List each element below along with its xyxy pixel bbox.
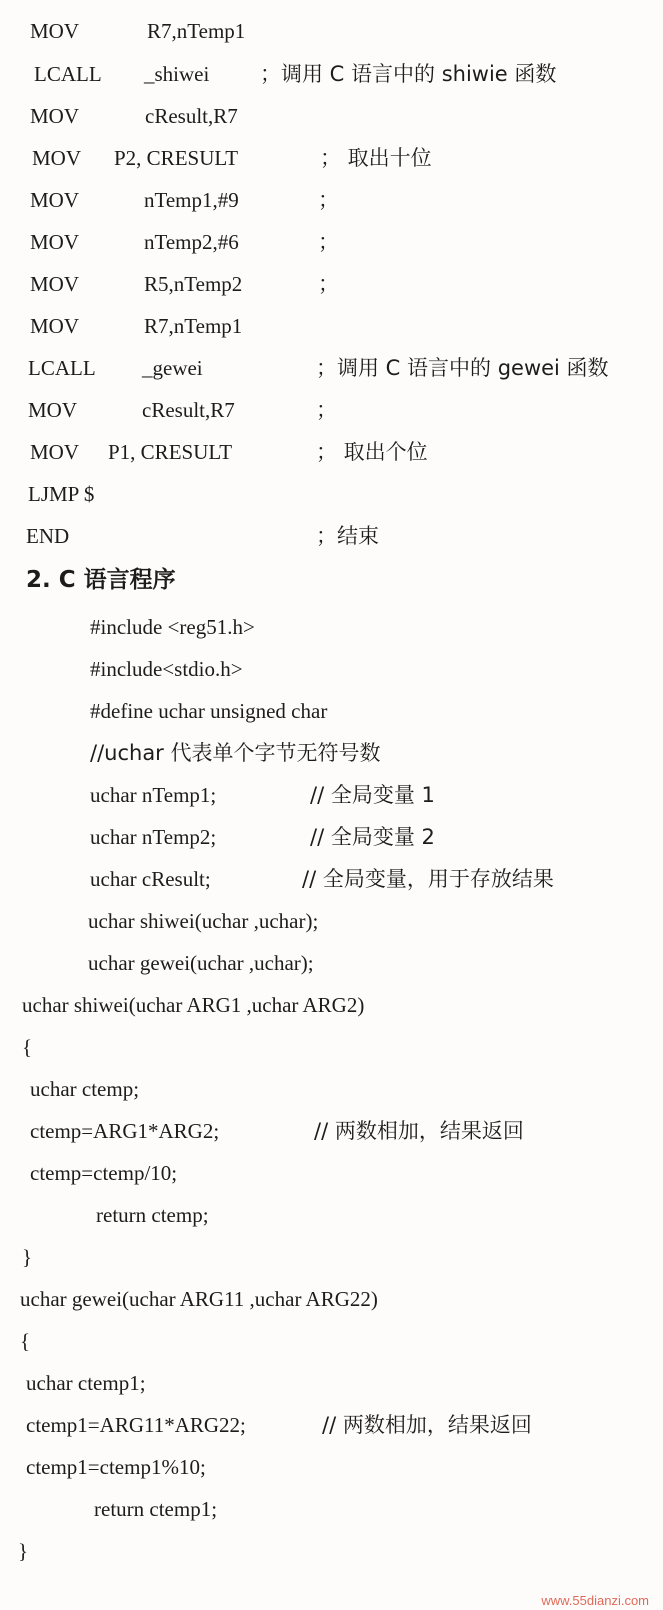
asm-operand: nTemp2,#6 xyxy=(144,230,239,254)
asm-opcode: MOV xyxy=(30,19,80,43)
asm-opcode: MOV xyxy=(30,314,80,338)
asm-operand: _gewei xyxy=(142,356,203,380)
asm-comment: ； 取出十位 xyxy=(320,146,432,170)
c-code: ctemp=ctemp/10; xyxy=(30,1161,178,1185)
c-comment: // 两数相加，结果返回 xyxy=(314,1119,524,1143)
asm-opcode: LJMP $ xyxy=(28,482,95,506)
watermark: www.55dianzi.com xyxy=(541,1593,649,1608)
c-comment: // 全局变量 1 xyxy=(310,783,435,807)
c-code: uchar shiwei(uchar ,uchar); xyxy=(88,909,319,933)
asm-opcode: END xyxy=(26,524,70,548)
asm-opcode: MOV xyxy=(30,230,80,254)
c-code: { xyxy=(20,1329,31,1353)
asm-operand: R7,nTemp1 xyxy=(147,19,246,43)
asm-operand: _shiwei xyxy=(144,62,210,86)
asm-comment: ；调用 C 语言中的 gewei 函数 xyxy=(316,356,609,380)
asm-opcode: MOV xyxy=(30,104,80,128)
asm-opcode: MOV xyxy=(30,440,80,464)
c-code: uchar nTemp1; xyxy=(90,783,217,807)
c-code: uchar gewei(uchar ,uchar); xyxy=(88,951,314,975)
asm-opcode: MOV xyxy=(30,272,80,296)
asm-comment: ；调用 C 语言中的 shiwie 函数 xyxy=(260,62,557,86)
asm-operand: nTemp1,#9 xyxy=(144,188,239,212)
asm-opcode: MOV xyxy=(30,188,80,212)
c-code: { xyxy=(22,1035,33,1059)
asm-opcode: LCALL xyxy=(28,356,96,380)
asm-comment: ； xyxy=(318,272,339,296)
asm-comment: ； xyxy=(318,230,339,254)
asm-operand: R7,nTemp1 xyxy=(144,314,243,338)
c-code: } xyxy=(18,1539,29,1563)
asm-opcode: MOV xyxy=(32,146,82,170)
asm-operand: cResult,R7 xyxy=(145,104,238,128)
c-code: #include<stdio.h> xyxy=(90,657,243,681)
asm-comment: ；结束 xyxy=(316,524,379,548)
c-code: uchar cResult; xyxy=(90,867,211,891)
c-code: } xyxy=(22,1245,33,1269)
asm-comment: ； xyxy=(316,398,337,422)
asm-opcode: LCALL xyxy=(34,62,102,86)
c-code: ctemp1=ctemp1%10; xyxy=(26,1455,206,1479)
section-heading: 2. C 语言程序 xyxy=(26,567,176,593)
c-comment: // 两数相加，结果返回 xyxy=(322,1413,532,1437)
asm-comment: ； 取出个位 xyxy=(316,440,428,464)
c-code: return ctemp; xyxy=(96,1203,209,1227)
c-code: return ctemp1; xyxy=(94,1497,218,1521)
c-code: //uchar 代表单个字节无符号数 xyxy=(90,741,381,765)
c-code: uchar nTemp2; xyxy=(90,825,217,849)
asm-operand: R5,nTemp2 xyxy=(144,272,243,296)
c-code: uchar gewei(uchar ARG11 ,uchar ARG22) xyxy=(20,1287,378,1311)
c-code: ctemp=ARG1*ARG2; xyxy=(30,1119,220,1143)
c-comment: // 全局变量，用于存放结果 xyxy=(302,867,554,891)
c-comment: // 全局变量 2 xyxy=(310,825,435,849)
c-code: #include <reg51.h> xyxy=(90,615,255,639)
asm-operand: P2, CRESULT xyxy=(114,146,239,170)
c-code: uchar ctemp1; xyxy=(26,1371,146,1395)
asm-operand: P1, CRESULT xyxy=(108,440,233,464)
asm-opcode: MOV xyxy=(28,398,78,422)
asm-comment: ； xyxy=(318,188,339,212)
c-code: ctemp1=ARG11*ARG22; xyxy=(26,1413,246,1437)
c-code: #define uchar unsigned char xyxy=(90,699,328,723)
asm-operand: cResult,R7 xyxy=(142,398,235,422)
c-code: uchar ctemp; xyxy=(30,1077,140,1101)
c-code: uchar shiwei(uchar ARG1 ,uchar ARG2) xyxy=(22,993,365,1017)
